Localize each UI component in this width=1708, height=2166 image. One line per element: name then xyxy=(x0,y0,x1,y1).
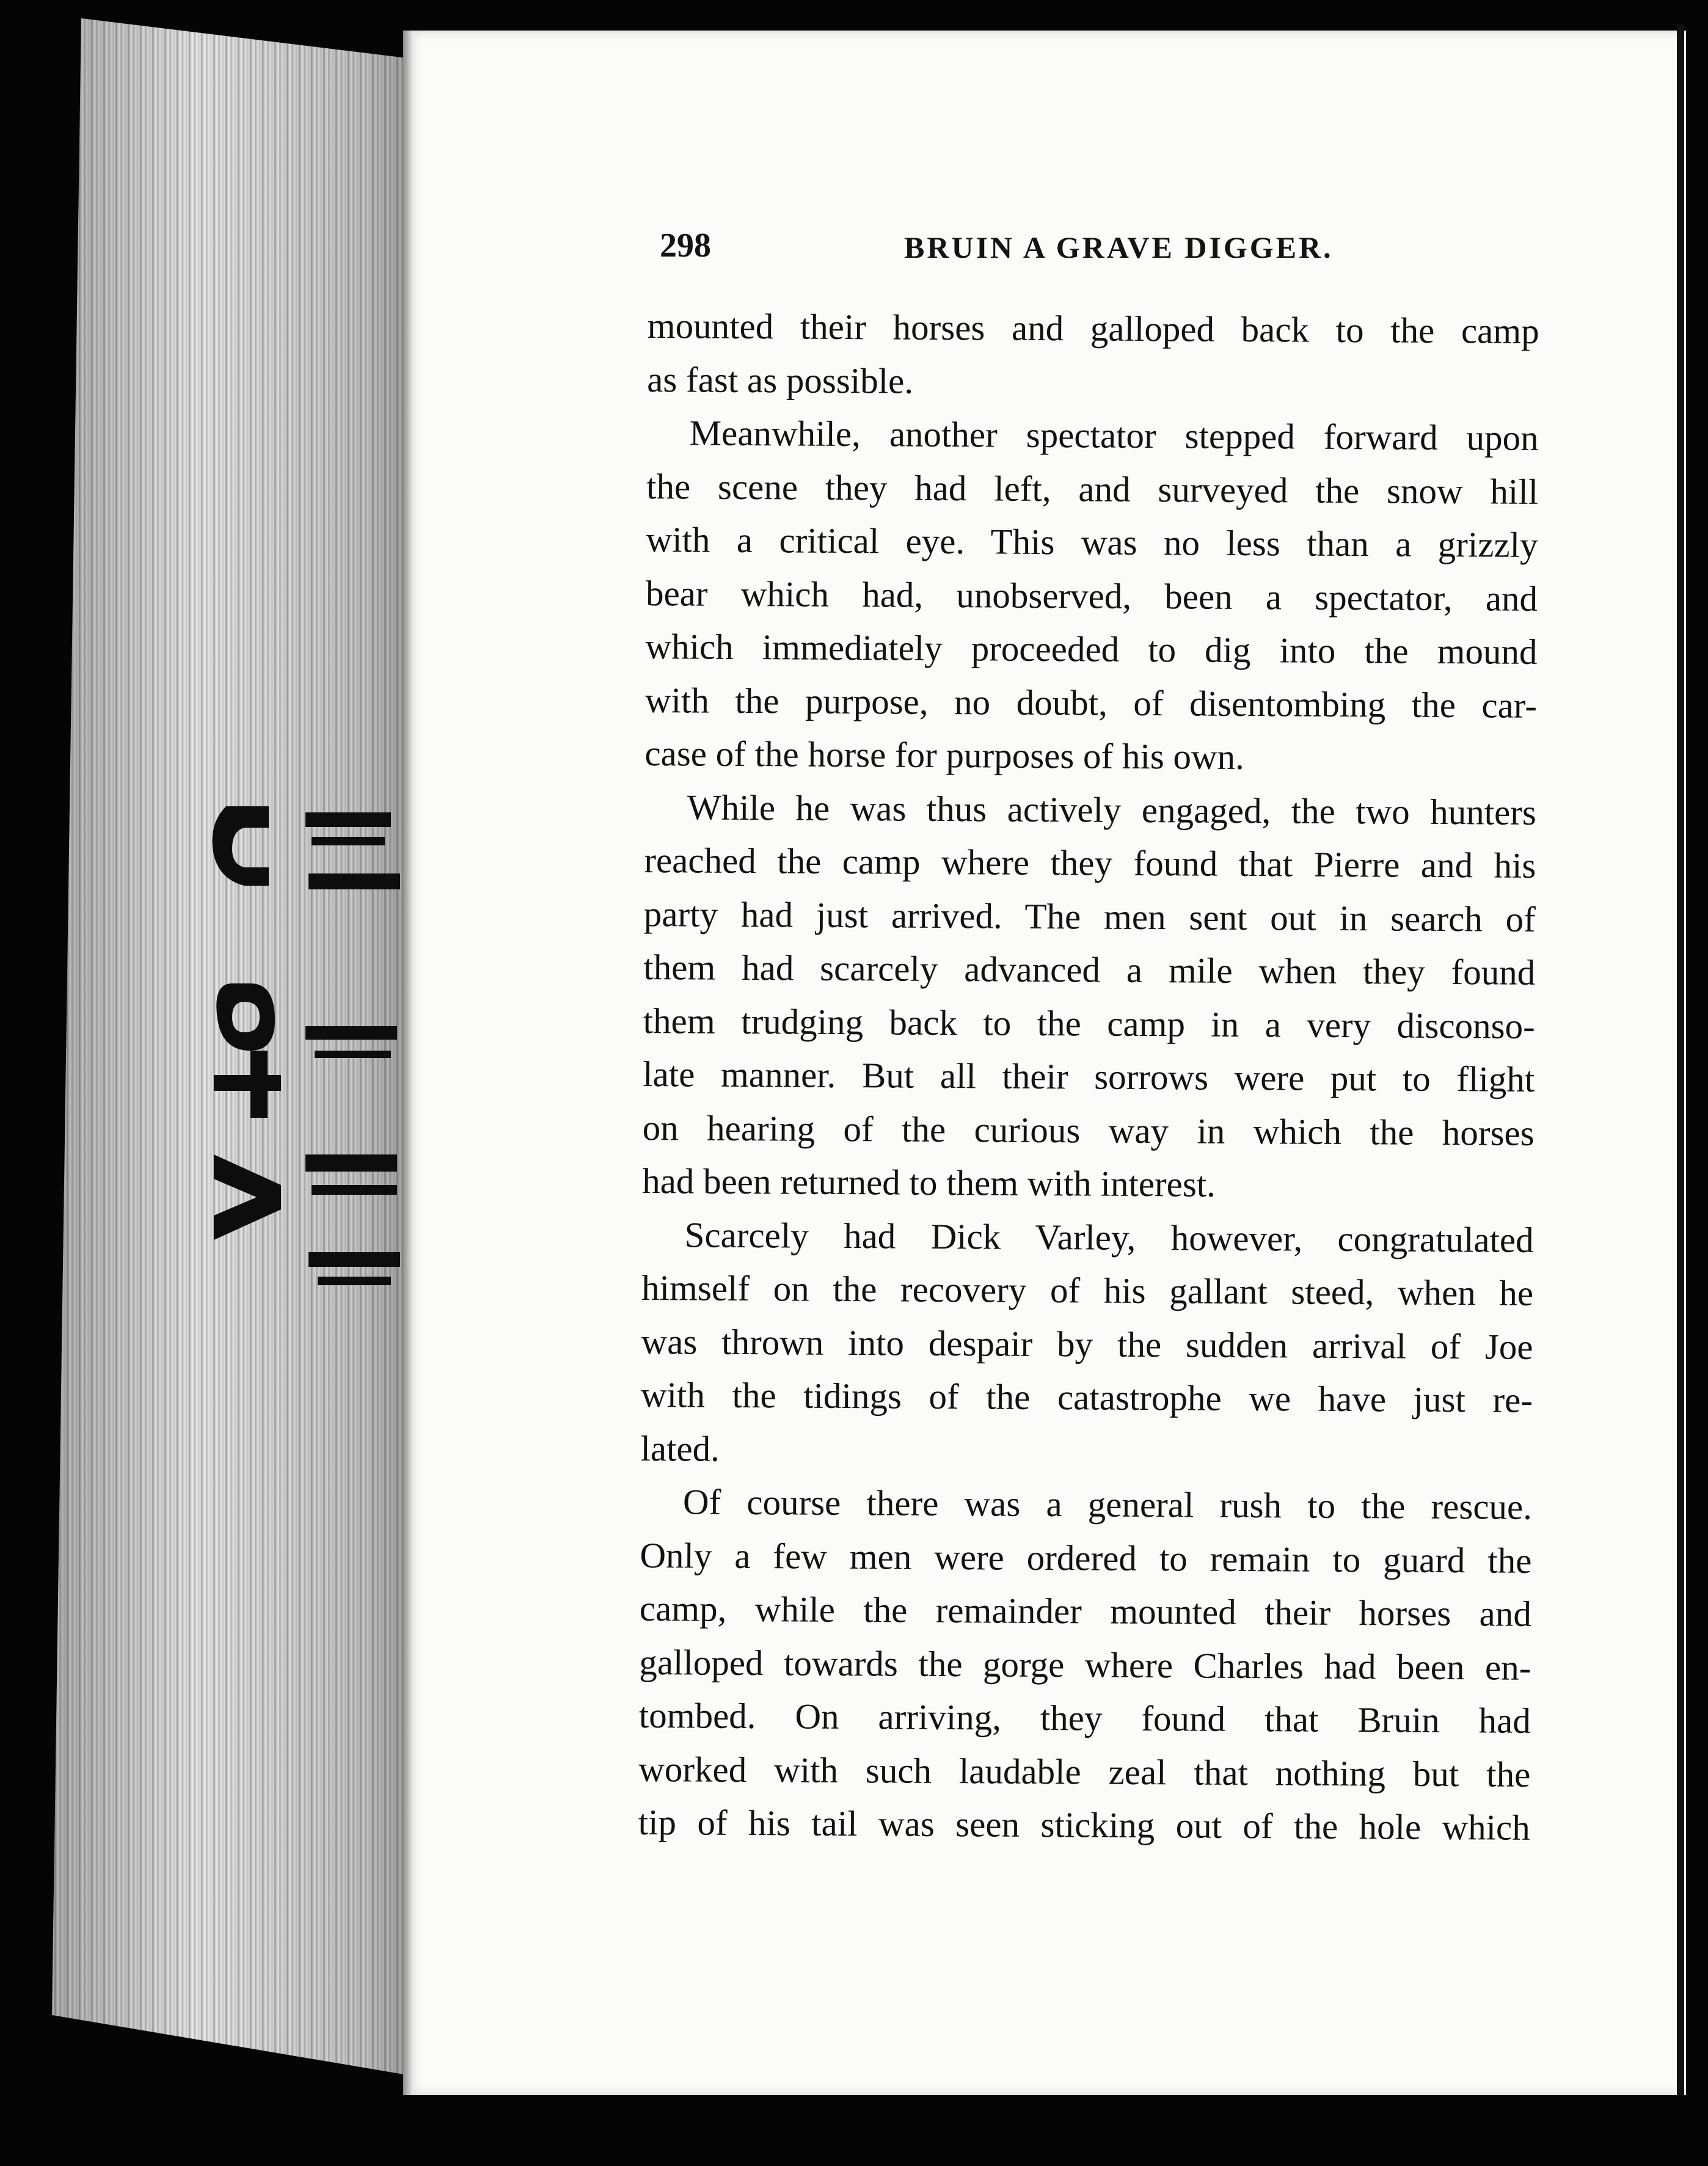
text-line: which immediately proceeded to dig into the mound xyxy=(645,625,1538,672)
text-line: case of the horse for purposes of his own. xyxy=(644,732,1245,777)
text-line: was thrown into despair by the sudden arrival of Joe xyxy=(641,1321,1533,1367)
page-number: 298 xyxy=(660,227,711,264)
text-line: Scarcely had Dick Varley, however, congratulated xyxy=(684,1214,1534,1260)
text-line: camp, while the remainder mounted their horses and xyxy=(639,1588,1532,1634)
text-line: on hearing of the curious way in which the horses xyxy=(642,1107,1535,1153)
text-line: reached the camp where they found that Pierre and his xyxy=(644,839,1536,886)
text-line: as fast as possible. xyxy=(647,359,914,401)
spine-stamp-graphic xyxy=(208,788,409,1338)
text-line: party had just arrived. The men sent out in search of xyxy=(643,893,1536,939)
page-gutter-shadow xyxy=(403,31,414,2095)
text-line: Of course there was a general rush to the rescue. xyxy=(682,1481,1533,1527)
text-line: bear which had, unobserved, been a spectator, and xyxy=(645,572,1538,619)
page-header xyxy=(660,226,1539,275)
text-line: worked with such laudable zeal that nothing but the xyxy=(638,1748,1531,1795)
text-line: Meanwhile, another spectator stepped forward upon xyxy=(689,412,1539,458)
text-line: mounted their horses and galloped back to the camp xyxy=(647,305,1539,351)
text-line: the scene they had left, and surveyed the snow hill xyxy=(646,465,1539,512)
running-head: BRUIN A GRAVE DIGGER. xyxy=(904,230,1334,264)
text-line: had been returned to them with interest. xyxy=(641,1160,1216,1205)
text-line: with a critical eye. This was no less than a grizzly xyxy=(646,519,1538,565)
page-right-border xyxy=(1677,24,1684,2095)
text-line: galloped towards the gorge where Charles had been en- xyxy=(639,1641,1531,1688)
text-line: lated. xyxy=(640,1428,720,1469)
text-line: tombed. On arriving, they found that Bruin had xyxy=(638,1694,1531,1741)
text-line: them had scarcely advanced a mile when they found xyxy=(643,946,1536,993)
text-line: late manner. But all their sorrows were put to flight xyxy=(643,1053,1535,1099)
text-line: Only a few men were ordered to remain to guard the xyxy=(640,1534,1532,1581)
text-line: tip of his tail was seen sticking out of the hole which xyxy=(638,1801,1530,1848)
text-line: with the tidings of the catastrophe we have just re- xyxy=(640,1374,1533,1420)
text-line: himself on the recovery of his gallant steed, when he xyxy=(641,1267,1534,1313)
text-line: with the purpose, no doubt, of disentombing the car- xyxy=(644,679,1538,726)
body-text xyxy=(638,299,1539,1854)
text-line: While he was thus actively engaged, the two hunters xyxy=(687,786,1537,833)
text-line: them trudging back to the camp in a very disconso- xyxy=(643,1000,1535,1046)
